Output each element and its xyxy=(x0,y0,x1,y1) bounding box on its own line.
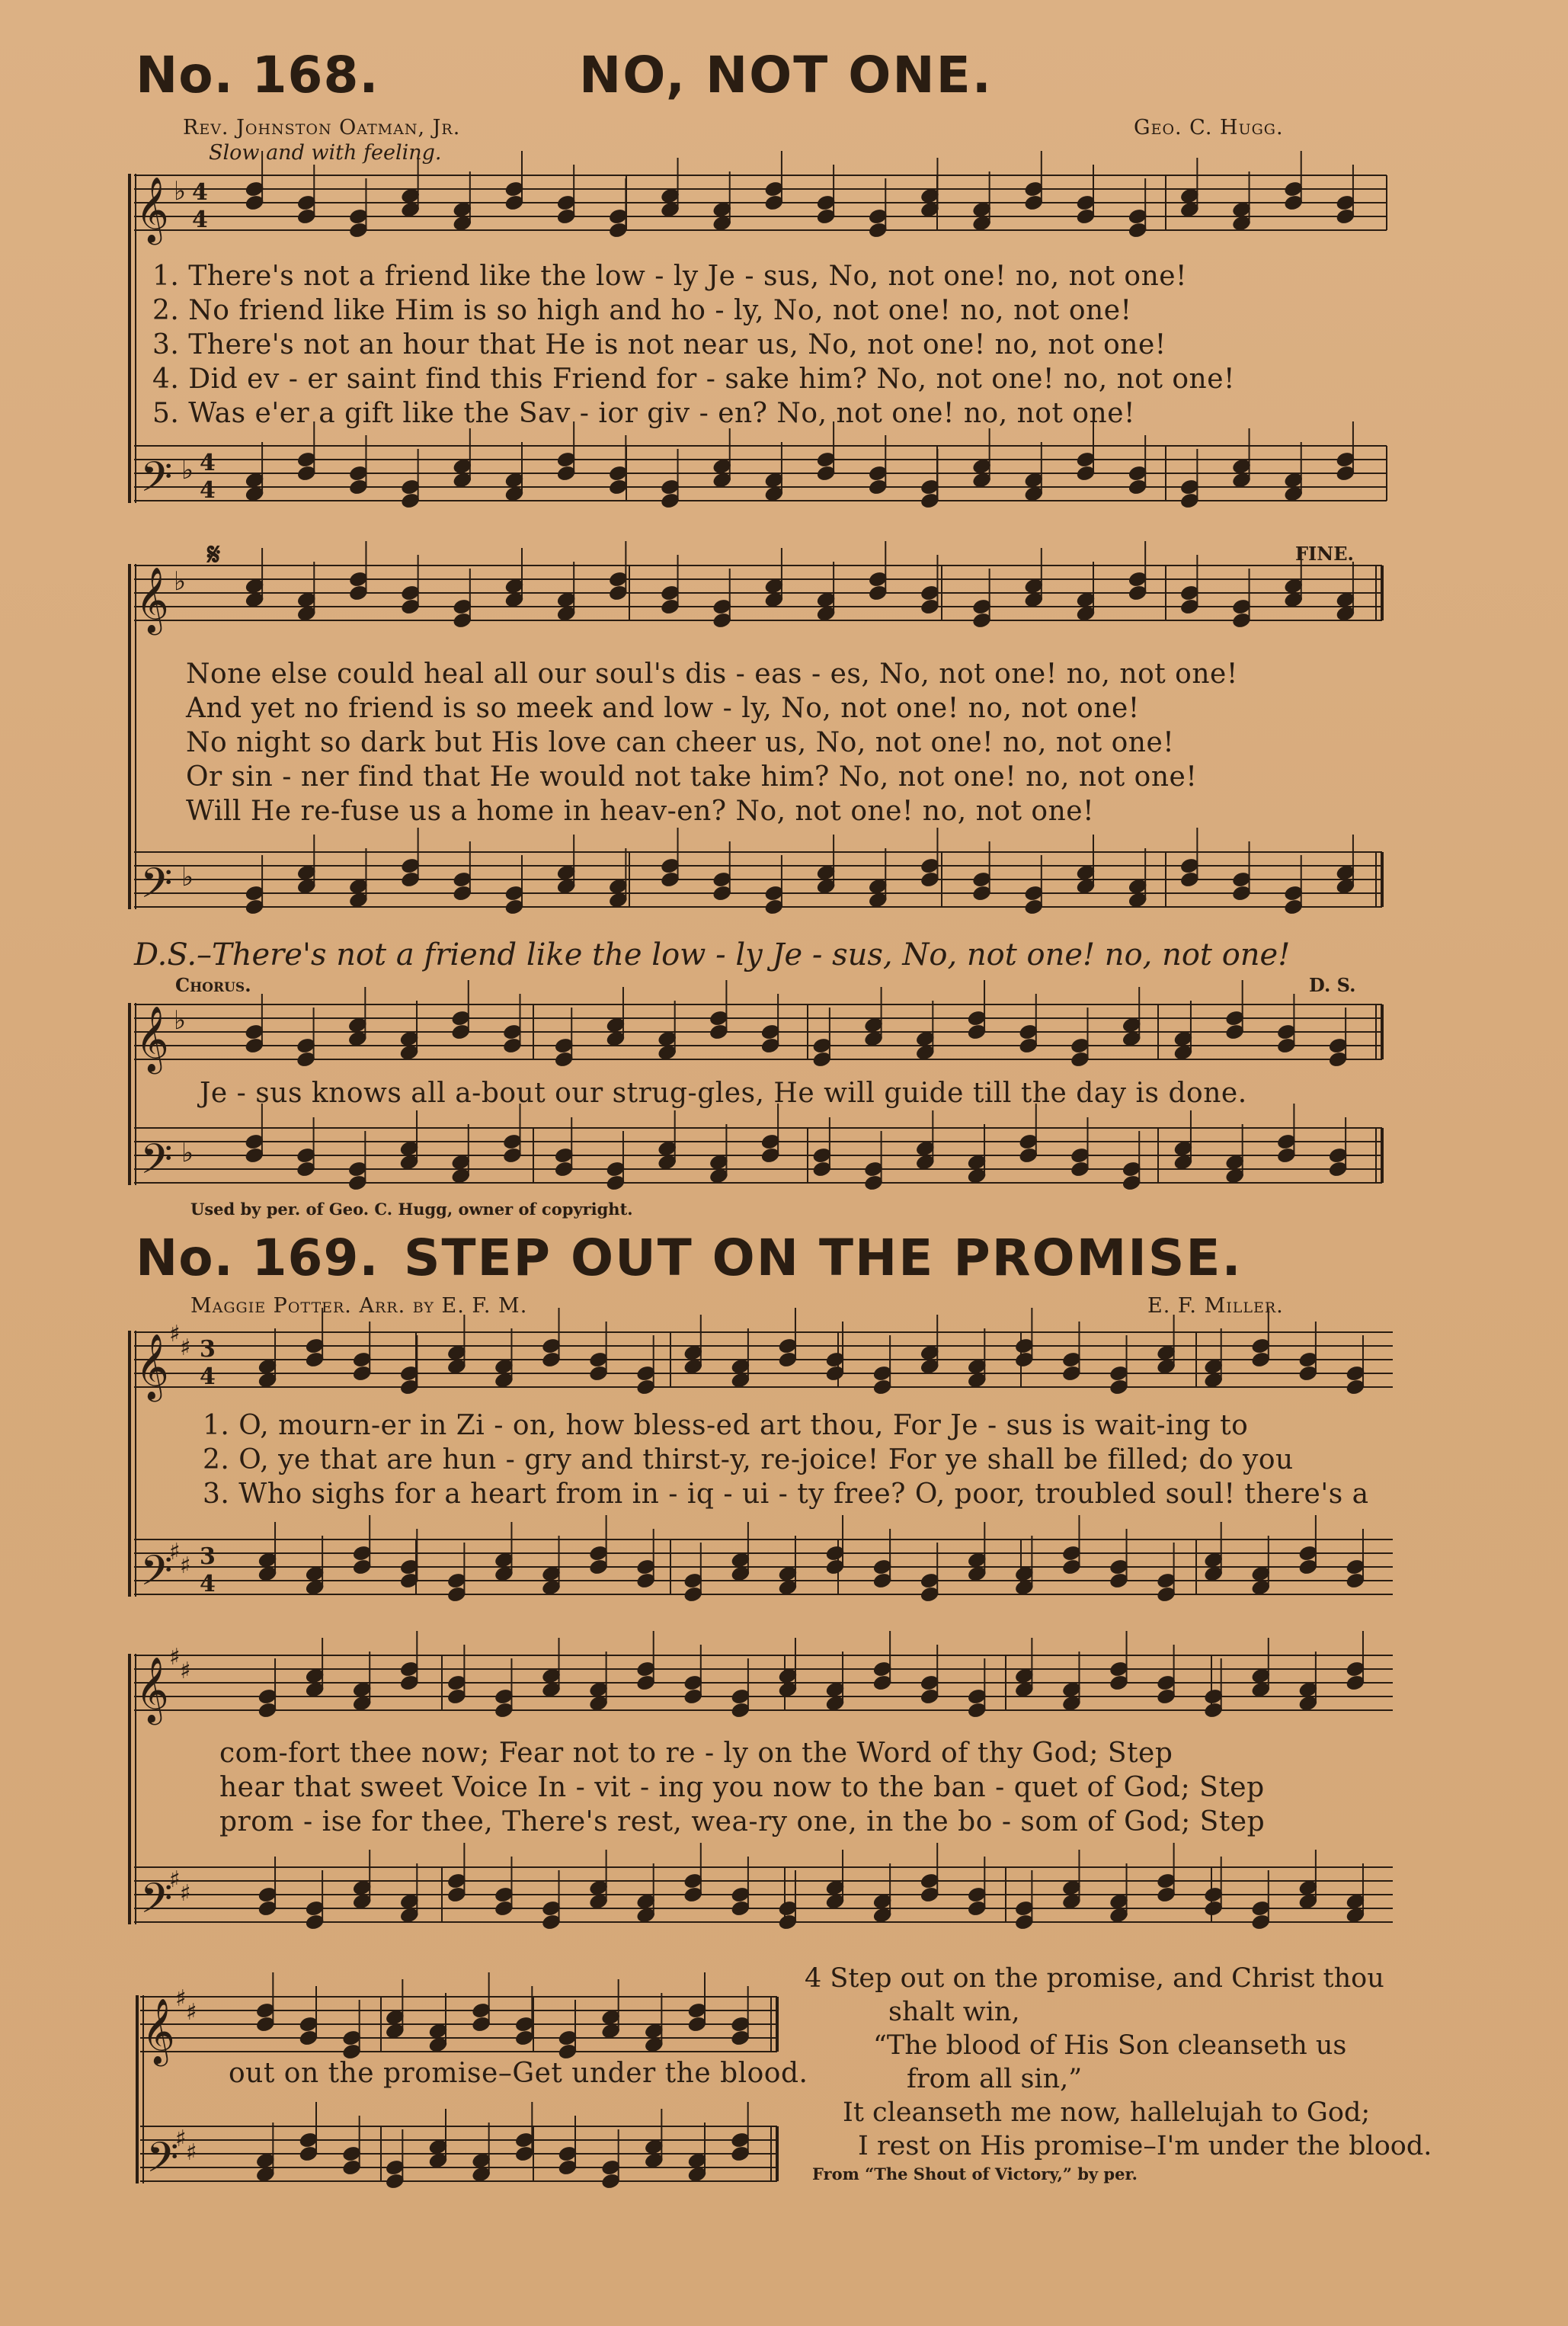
svg-text:4: 4 xyxy=(200,1571,216,1597)
verse-line: 3. There's not an hour that He is not near us, No, not one! no, not one! xyxy=(152,329,1166,360)
flat-icon: ♭ xyxy=(174,566,187,597)
hymn-168-number: No. 168. xyxy=(136,46,379,104)
verse-line: 2. No friend like Him is so high and ho - ly, No, not one! no, not one! xyxy=(152,295,1132,326)
verse-line: com-fort thee now; Fear not to re - ly on the Word of thy God; Step xyxy=(219,1738,1173,1769)
time-signature: 4 xyxy=(192,179,208,206)
flat-icon: ♭ xyxy=(174,1005,187,1036)
verse-line: No night so dark but His love can cheer us, No, not one! no, not one! xyxy=(186,727,1175,758)
verse-line: 5. Was e'er a gift like the Sav - ior giv - en? No, not one! no, not one! xyxy=(152,398,1135,429)
sharp-icon: ♯ xyxy=(175,1985,187,2012)
sharp-icon: ♯ xyxy=(175,2126,187,2152)
staff-168-chorus-treble xyxy=(134,1004,1382,1059)
treble-clef-icon: 𝄞 xyxy=(136,1334,169,1399)
staff-168-1-treble xyxy=(134,175,1387,230)
sharp-icon: ♯ xyxy=(186,2139,197,2166)
treble-clef-icon: 𝄞 xyxy=(136,177,169,242)
svg-text:4: 4 xyxy=(200,477,216,504)
ds-lyric-line: D.S.–There's not a friend like the low - ly Je - sus, No, not one! no, not one! xyxy=(134,937,1291,972)
sharp-icon: ♯ xyxy=(180,1658,191,1684)
hymn-169-number: No. 169. xyxy=(136,1229,379,1287)
verse-4-block xyxy=(805,1962,1432,2163)
verse-4-line: shalt win, xyxy=(888,1997,1020,2027)
bass-clef-icon: 𝄢 xyxy=(146,2133,179,2192)
verse-line: None else could heal all our soul's dis - eas - es, No, not one! no, not one! xyxy=(186,658,1238,690)
bass-clef-icon: 𝄢 xyxy=(140,1135,173,1193)
refrain-lyrics: out on the promise–Get under the blood. xyxy=(229,2058,808,2089)
fine-mark: FINE. xyxy=(1295,543,1354,565)
bass-clef-icon: 𝄢 xyxy=(140,859,173,918)
verse-line: 1. O, mourn-er in Zi - on, how bless-ed art thou, For Je - sus is wait-ing to xyxy=(203,1410,1249,1441)
hymn-168-verses-a xyxy=(152,259,1235,431)
bass-clef-icon: 𝄢 xyxy=(140,453,173,511)
staff-169-3-bass xyxy=(140,2126,777,2181)
sharp-icon: ♯ xyxy=(180,1880,191,1907)
treble-clef-icon: 𝄞 xyxy=(142,1998,175,2064)
hymn-168-verses-b xyxy=(186,657,1238,828)
time-signature: 4 xyxy=(200,450,216,476)
flat-icon: ♭ xyxy=(181,1138,194,1168)
treble-clef-icon: 𝄞 xyxy=(136,567,169,633)
sharp-icon: ♯ xyxy=(180,1334,191,1361)
verse-4-line: “The blood of His Son cleanseth us xyxy=(873,2030,1347,2061)
flat-icon: ♭ xyxy=(174,176,187,207)
time-signature: 3 xyxy=(200,1543,216,1570)
sharp-icon: ♯ xyxy=(180,1552,191,1579)
hymn-168-tempo: Slow and with feeling. xyxy=(209,141,442,165)
hymn-168-composer: Geo. C. Hugg. xyxy=(1134,116,1284,139)
time-signature: 3 xyxy=(200,1336,216,1363)
verse-line: prom - ise for thee, There's rest, wea-ry one, in the bo - som of God; Step xyxy=(219,1806,1266,1837)
staff-169-3-treble xyxy=(140,1997,777,2052)
hymn-169-composer: E. F. Miller. xyxy=(1147,1294,1284,1318)
treble-clef-icon: 𝄞 xyxy=(136,1006,169,1072)
sharp-icon: ♯ xyxy=(169,1866,181,1893)
staff-168-chorus-bass xyxy=(134,1128,1382,1183)
verse-4-line: 4 Step out on the promise, and Christ thou xyxy=(805,1963,1384,1994)
sharp-icon: ♯ xyxy=(169,1539,181,1565)
chorus-lyrics: Je - sus knows all a-bout our strug-gles, He will guide till the day is done. xyxy=(200,1078,1247,1109)
verse-line: hear that sweet Voice In - vit - ing you now to the ban - quet of God; Step xyxy=(219,1772,1265,1803)
verse-4-line: I rest on His promise–I'm under the blood. xyxy=(858,2131,1432,2161)
sharp-icon: ♯ xyxy=(169,1321,181,1347)
sharp-icon: ♯ xyxy=(186,1999,197,2026)
verse-line: 4. Did ev - er saint find this Friend for - sake him? No, not one! no, not one! xyxy=(152,364,1236,395)
svg-text:4: 4 xyxy=(200,1363,216,1390)
hymn-169-source: From “The Shout of Victory,” by per. xyxy=(812,2164,1138,2183)
verse-4-line: It cleanseth me now, hallelujah to God; xyxy=(843,2097,1371,2128)
hymn-169-title: STEP OUT ON THE PROMISE. xyxy=(404,1229,1243,1287)
svg-text:4: 4 xyxy=(192,207,208,233)
verse-line: 2. O, ye that are hun - gry and thirst-y, re-joice! For ye shall be filled; do you xyxy=(203,1444,1294,1475)
verse-line: Or sin - ner find that He would not take him? No, not one! no, not one! xyxy=(186,761,1198,793)
treble-clef-icon: 𝄞 xyxy=(136,1657,169,1722)
hymn-169-verses-b xyxy=(219,1736,1265,1839)
ds-mark: D. S. xyxy=(1309,974,1356,996)
bass-clef-icon: 𝄢 xyxy=(140,1546,173,1605)
verse-line: Will He re-fuse us a home in heav-en? No, not one! no, not one! xyxy=(186,796,1095,827)
flat-icon: ♭ xyxy=(181,862,194,892)
staff-168-1-bass xyxy=(134,446,1387,501)
verse-line: 3. Who sighs for a heart from in - iq - ui - ty free? O, poor, troubled soul! there's a xyxy=(203,1479,1369,1510)
chorus-label: Chorus. xyxy=(175,974,251,996)
hymn-169-verses-a xyxy=(203,1408,1369,1511)
sharp-icon: ♯ xyxy=(169,1644,181,1671)
hymn-169-author: Maggie Potter. Arr. by E. F. M. xyxy=(190,1294,528,1318)
bass-clef-icon: 𝄢 xyxy=(140,1874,173,1933)
verse-line: 1. There's not a friend like the low - ly Je - sus, No, not one! no, not one! xyxy=(152,261,1188,292)
hymn-168-title: NO, NOT ONE. xyxy=(579,46,993,104)
flat-icon: ♭ xyxy=(181,455,194,485)
segno-icon: 𝄋 xyxy=(207,537,221,572)
hymn-168-author: Rev. Johnston Oatman, Jr. xyxy=(183,116,461,139)
verse-line: And yet no friend is so meek and low - ly, No, not one! no, not one! xyxy=(186,693,1140,724)
hymn-168-copyright: Used by per. of Geo. C. Hugg, owner of copyright. xyxy=(190,1200,633,1219)
verse-4-line: from all sin,” xyxy=(907,2064,1083,2094)
